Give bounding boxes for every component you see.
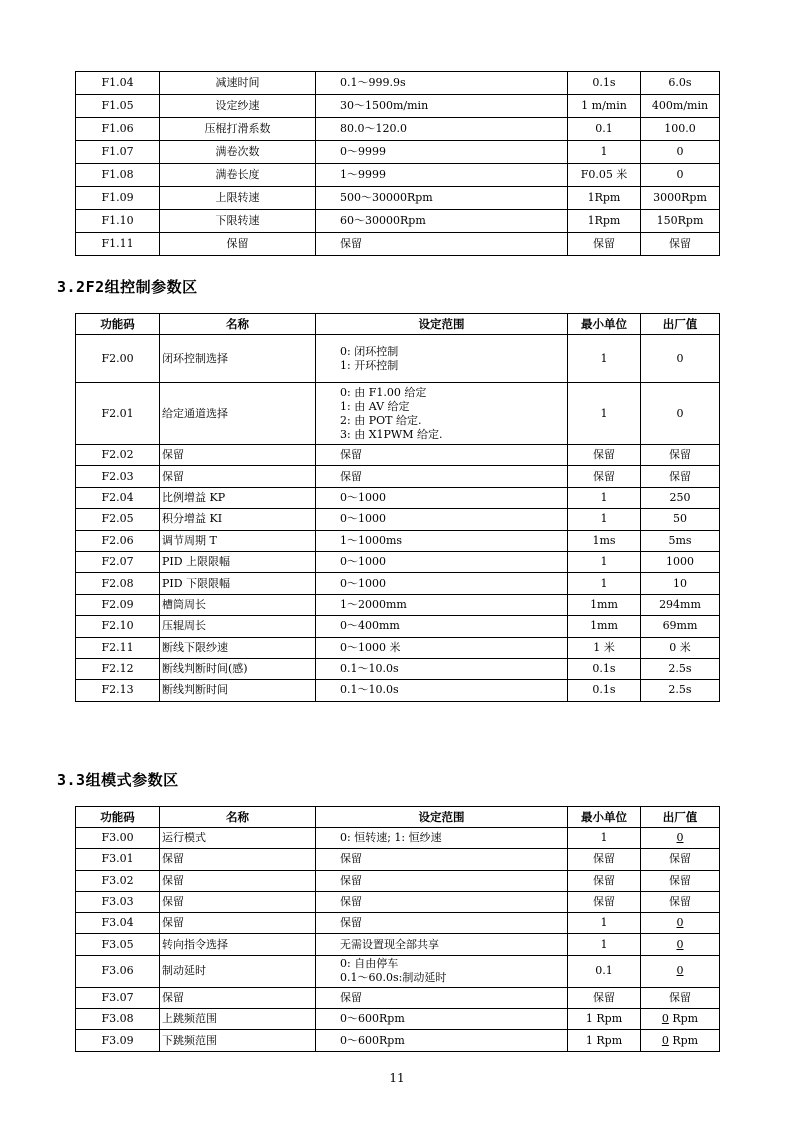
table-f2 [75,313,720,702]
param-min-unit: 1 米 [568,637,641,658]
param-min-unit: 1 [568,383,641,445]
param-name: 保留 [160,870,316,891]
param-default [641,870,720,891]
range-line: 0: 恒转速; 1: 恒纱速 [340,831,442,845]
header-range: 设定范围 [316,314,568,335]
param-default [641,1009,720,1030]
param-default: 0 [641,383,720,445]
param-code: F1.04 [76,72,160,95]
header-default: 出厂值 [641,314,720,335]
param-default [641,934,720,955]
default-value-underlined: 0 [661,1033,669,1047]
param-code: F1.10 [76,210,160,233]
param-min-unit: 1ms [568,530,641,551]
param-default [641,828,720,849]
param-name: 下跳频范围 [160,1030,316,1051]
range-line: 0～1000 [340,490,386,504]
param-min-unit: 1 [568,573,641,594]
param-name: 保留 [160,913,316,934]
param-name: 上跳频范围 [160,1009,316,1030]
table-row [76,118,720,141]
range-line: 0.1～10.0s [340,662,399,676]
page-number: 11 [389,1071,405,1085]
param-code: F1.06 [76,118,160,141]
range-line: 1～9999 [340,168,386,181]
param-code: F1.05 [76,95,160,118]
param-name: 保留 [160,891,316,912]
table-row [76,210,720,233]
table-row [76,466,720,487]
table-header-row [76,807,720,828]
param-default: 2.5s [641,658,720,679]
param-default [641,1030,720,1051]
param-range [316,849,568,870]
param-range [316,72,568,95]
param-min-unit: 1 Rpm [568,1030,641,1051]
default-value-text: Rpm [668,1033,699,1047]
param-min-unit: 1 [568,141,641,164]
param-range [316,934,568,955]
param-range [316,445,568,466]
param-range [316,1030,568,1051]
param-code: F2.13 [76,680,160,701]
param-code: F2.06 [76,530,160,551]
param-code: F2.09 [76,594,160,615]
param-code: F1.07 [76,141,160,164]
param-code: F3.04 [76,913,160,934]
param-code: F3.07 [76,987,160,1008]
param-default: 2.5s [641,680,720,701]
param-name: 保留 [160,987,316,1008]
table-row [76,551,720,572]
table-row [76,1030,720,1051]
param-min-unit: 1mm [568,594,641,615]
param-name: 保留 [160,849,316,870]
range-line: 0～1000 [340,555,386,569]
table-row [76,141,720,164]
param-range [316,487,568,508]
table-f2-body [76,335,720,702]
range-line: 60～30000Rpm [340,214,426,227]
table-row [76,187,720,210]
range-line: 保留 [340,469,362,483]
param-name: 槽筒周长 [160,594,316,615]
param-code: F3.03 [76,891,160,912]
param-min-unit: 1Rpm [568,210,641,233]
param-min-unit: 0.1s [568,72,641,95]
param-default [641,955,720,987]
range-line: 无需设置现全部共享 [340,937,439,951]
param-code: F1.09 [76,187,160,210]
param-min-unit: F0.05 米 [568,164,641,187]
range-line: 0～400mm [340,619,400,633]
param-range [316,164,568,187]
header-default: 出厂值 [641,807,720,828]
table-row [76,828,720,849]
param-code: F2.07 [76,551,160,572]
param-name: 保留 [160,466,316,487]
param-code: F1.08 [76,164,160,187]
param-code: F2.11 [76,637,160,658]
param-min-unit: 1 [568,487,641,508]
param-name: 运行模式 [160,828,316,849]
range-line: 500～30000Rpm [340,191,433,204]
param-default: 保留 [641,233,720,256]
table-row [76,530,720,551]
table-row [76,616,720,637]
param-range [316,594,568,615]
param-code: F3.02 [76,870,160,891]
range-line: 0～1000 米 [340,640,401,654]
param-name: 压棍打滑系数 [160,118,316,141]
param-min-unit: 1 [568,828,641,849]
param-code: F3.06 [76,955,160,987]
param-range [316,658,568,679]
table-row [76,849,720,870]
range-line: 保留 [340,852,362,866]
param-range [316,913,568,934]
param-default: 100.0 [641,118,720,141]
param-name: 制动延时 [160,955,316,987]
param-code: F1.11 [76,233,160,256]
range-line: 0: 闭环控制 [340,344,399,358]
default-value-underlined: 0 [676,916,684,930]
param-min-unit: 1 Rpm [568,1009,641,1030]
param-code: F2.12 [76,658,160,679]
param-name: PID 下限限幅 [160,573,316,594]
table-f1 [75,71,720,256]
param-name: 上限转速 [160,187,316,210]
param-code: F2.08 [76,573,160,594]
param-code: F2.10 [76,616,160,637]
param-min-unit: 保留 [568,466,641,487]
param-name: 保留 [160,233,316,256]
param-code: F2.03 [76,466,160,487]
param-code: F2.04 [76,487,160,508]
range-line: 1～1000ms [340,533,403,547]
param-min-unit: 0.1 [568,955,641,987]
range-line: 0: 自由停车 [340,957,399,971]
param-default [641,849,720,870]
param-min-unit: 1 m/min [568,95,641,118]
param-code: F2.02 [76,445,160,466]
range-line: 保留 [340,448,362,462]
param-range [316,1009,568,1030]
param-min-unit: 1 [568,913,641,934]
param-min-unit: 保留 [568,870,641,891]
param-code: F3.05 [76,934,160,955]
param-range [316,95,568,118]
param-default: 0 米 [641,637,720,658]
param-name: 给定通道选择 [160,383,316,445]
range-line: 0～600Rpm [340,1033,405,1047]
table-row [76,891,720,912]
param-default: 250 [641,487,720,508]
header-name: 名称 [160,807,316,828]
param-min-unit: 1 [568,551,641,572]
header-name: 名称 [160,314,316,335]
param-range [316,466,568,487]
param-default: 5ms [641,530,720,551]
param-default: 0 [641,141,720,164]
range-line: 3: 由 X1PWM 给定. [340,427,443,441]
default-value-text: Rpm [668,1012,699,1026]
param-range [316,891,568,912]
range-line: 保留 [340,895,362,909]
header-min-unit: 最小单位 [568,807,641,828]
param-range [316,955,568,987]
param-default: 0 [641,164,720,187]
section-f3-title: 3.3组模式参数区 [57,771,179,789]
table-f1-body [76,72,720,256]
range-line: 保留 [340,873,362,887]
param-min-unit: 1 [568,509,641,530]
param-min-unit: 保留 [568,849,641,870]
range-line: 0～1000 [340,512,386,526]
param-name: 压辊周长 [160,616,316,637]
param-name: 调节周期 T [160,530,316,551]
param-code: F2.05 [76,509,160,530]
table-row [76,594,720,615]
param-code: F2.00 [76,335,160,383]
table-f3-body [76,828,720,1052]
param-default: 10 [641,573,720,594]
param-default: 保留 [641,445,720,466]
range-line: 2: 由 POT 给定. [340,413,422,427]
param-default: 150Rpm [641,210,720,233]
section-f2-title: 3.2F2组控制参数区 [57,278,198,296]
header-code: 功能码 [76,807,160,828]
param-code: F3.09 [76,1030,160,1051]
table-row [76,955,720,987]
range-line: 0: 由 F1.00 给定 [340,385,427,399]
param-min-unit: 1Rpm [568,187,641,210]
param-range [316,335,568,383]
table-f3 [75,806,720,1052]
param-name: PID 上限限幅 [160,551,316,572]
param-range [316,680,568,701]
param-range [316,828,568,849]
range-line: 1: 由 AV 给定 [340,399,410,413]
param-range [316,870,568,891]
header-code: 功能码 [76,314,160,335]
table-row [76,383,720,445]
param-min-unit: 1 [568,934,641,955]
range-line: 保留 [340,990,362,1004]
range-line: 保留 [340,237,362,250]
param-code: F2.01 [76,383,160,445]
param-range [316,987,568,1008]
range-line: 0～1000 [340,576,386,590]
param-name: 断线判断时间(感) [160,658,316,679]
table-row [76,637,720,658]
range-line: 0.1～10.0s [340,683,399,697]
param-code: F3.08 [76,1009,160,1030]
param-default: 3000Rpm [641,187,720,210]
table-row [76,509,720,530]
param-min-unit: 保留 [568,445,641,466]
table-header-row [76,314,720,335]
table-row [76,164,720,187]
table-row [76,335,720,383]
param-min-unit: 保留 [568,233,641,256]
param-min-unit: 保留 [568,987,641,1008]
range-line: 0～9999 [340,145,386,158]
param-name: 保留 [160,445,316,466]
param-default: 294mm [641,594,720,615]
param-default [641,891,720,912]
param-min-unit: 1 [568,335,641,383]
param-default: 400m/min [641,95,720,118]
range-line: 0～600Rpm [340,1012,405,1026]
param-default: 保留 [641,466,720,487]
param-range [316,210,568,233]
table-row [76,72,720,95]
param-name: 转向指令选择 [160,934,316,955]
param-range [316,509,568,530]
table-row [76,987,720,1008]
table-row [76,233,720,256]
param-name: 满卷长度 [160,164,316,187]
range-line: 0.1～999.9s [340,76,406,89]
default-value-text: 保留 [669,895,691,909]
param-range [316,530,568,551]
default-value-underlined: 0 [676,937,684,951]
default-value-underlined: 0 [676,964,684,978]
range-line: 保留 [340,916,362,930]
header-min-unit: 最小单位 [568,314,641,335]
default-value-underlined: 0 [676,831,684,845]
range-line: 0.1～60.0s:制动延时 [340,971,447,985]
table-row [76,1009,720,1030]
table-row [76,934,720,955]
param-range [316,383,568,445]
param-min-unit: 0.1s [568,658,641,679]
param-range [316,573,568,594]
param-name: 比例增益 KP [160,487,316,508]
default-value-text: 保留 [669,852,691,866]
param-range [316,616,568,637]
param-name: 积分增益 KI [160,509,316,530]
param-name: 减速时间 [160,72,316,95]
param-name: 断线下限纱速 [160,637,316,658]
table-row [76,658,720,679]
default-value-text: 保留 [669,990,691,1004]
param-name: 断线判断时间 [160,680,316,701]
param-default: 0 [641,335,720,383]
param-range [316,637,568,658]
table-row [76,445,720,466]
param-range [316,233,568,256]
param-range [316,187,568,210]
default-value-text: 保留 [669,873,691,887]
param-min-unit: 保留 [568,891,641,912]
param-range [316,141,568,164]
param-min-unit: 0.1s [568,680,641,701]
table-row [76,913,720,934]
param-default: 69mm [641,616,720,637]
header-range: 设定范围 [316,807,568,828]
param-name: 闭环控制选择 [160,335,316,383]
param-name: 满卷次数 [160,141,316,164]
param-code: F3.01 [76,849,160,870]
table-row [76,680,720,701]
param-range [316,118,568,141]
param-min-unit: 1mm [568,616,641,637]
param-name: 设定纱速 [160,95,316,118]
param-default: 6.0s [641,72,720,95]
default-value-underlined: 0 [661,1012,669,1026]
param-range [316,551,568,572]
param-default [641,987,720,1008]
param-name: 下限转速 [160,210,316,233]
range-line: 1: 开环控制 [340,358,399,372]
table-row [76,573,720,594]
param-default: 1000 [641,551,720,572]
range-line: 80.0～120.0 [340,122,407,135]
param-code: F3.00 [76,828,160,849]
table-row [76,487,720,508]
param-default: 50 [641,509,720,530]
range-line: 30～1500m/min [340,99,429,112]
table-row [76,870,720,891]
param-default [641,913,720,934]
param-min-unit: 0.1 [568,118,641,141]
range-line: 1～2000mm [340,597,407,611]
table-row [76,95,720,118]
